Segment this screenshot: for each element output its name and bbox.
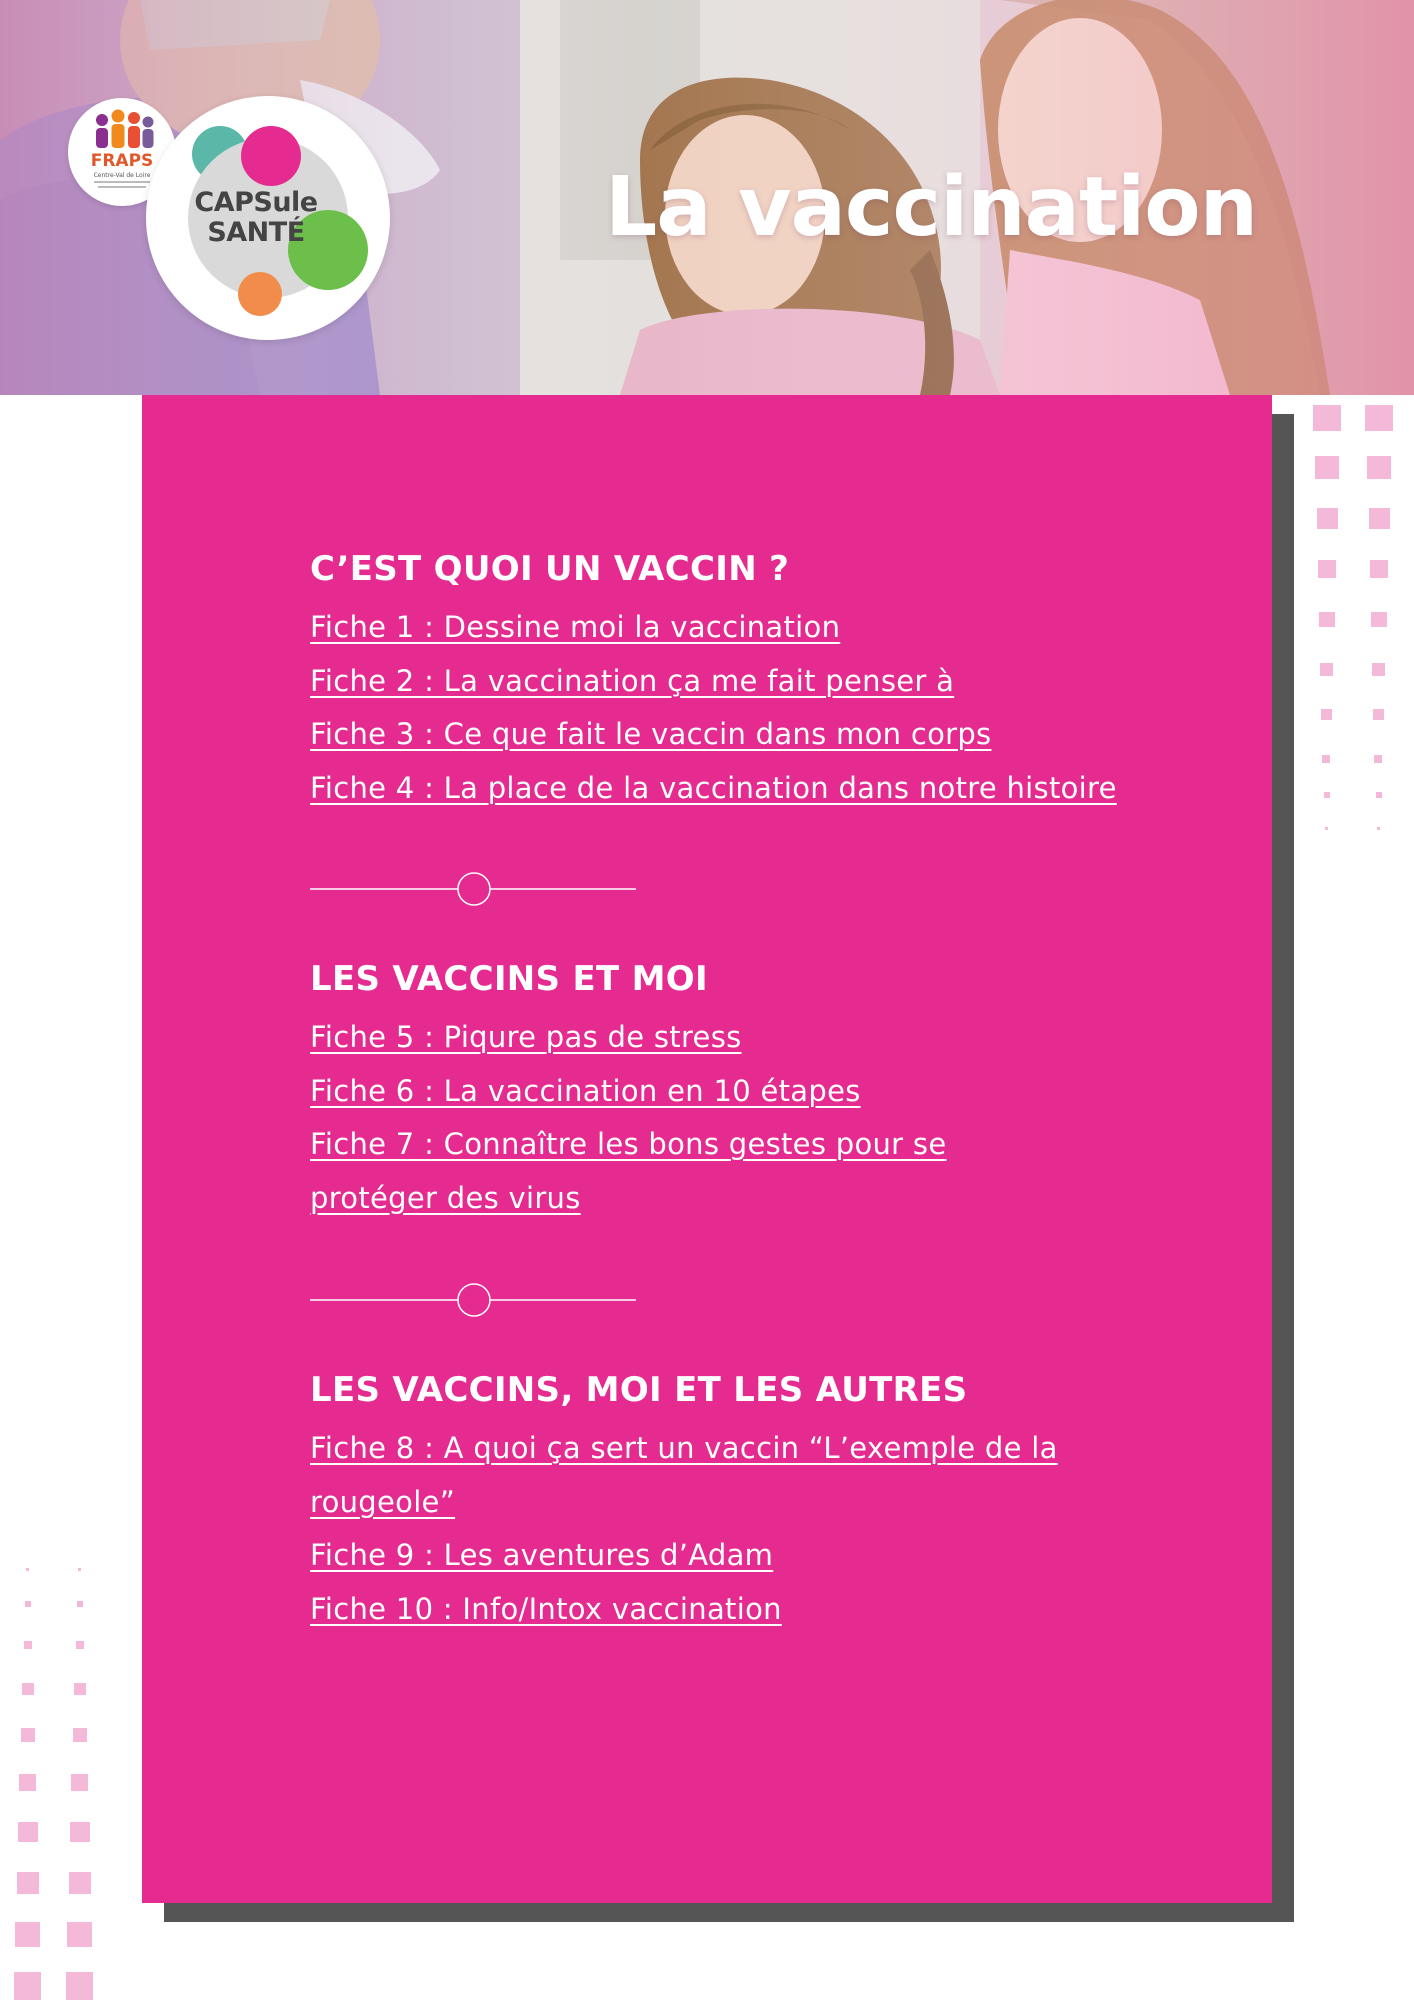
capsule-wordmark-line1: CAPSule [194, 187, 318, 218]
section-title: LES VACCINS ET MOI [310, 959, 708, 999]
svg-text:FRAPS: FRAPS [90, 151, 154, 171]
fiche-9-link[interactable]: Fiche 9 : Les aventures d’Adam [310, 1538, 774, 1572]
capsule-sante-logo [146, 96, 390, 340]
divider-circle-icon [310, 869, 640, 909]
section-cest-quoi-un-vaccin [310, 547, 1230, 815]
capsule-wordmark-line2: SANTÉ [207, 217, 305, 248]
section-title: LES VACCINS, MOI ET LES AUTRES [310, 1370, 968, 1410]
fiche-6-link[interactable]: Fiche 6 : La vaccination en 10 étapes [310, 1073, 861, 1108]
section-divider [310, 869, 640, 909]
section-divider [310, 1280, 640, 1320]
decorative-dots-right [1300, 395, 1414, 845]
fiche-4-link[interactable]: Fiche 4 : La place de la vaccination dans notre histoire [310, 770, 1117, 805]
section-title: C’EST QUOI UN VACCIN ? [310, 549, 790, 589]
fiche-5-link[interactable]: Fiche 5 : Piqure pas de stress [310, 1020, 742, 1054]
divider-circle-icon [310, 1280, 640, 1320]
svg-text:Centre-Val de Loire: Centre-Val de Loire [93, 172, 151, 179]
fiche-7-link[interactable]: Fiche 7 : Connaître les bons gestes pour se protéger des virus [310, 1127, 947, 1215]
contents-card [142, 395, 1272, 1903]
section-les-vaccins-et-moi [310, 957, 1230, 1225]
decorative-dots-left [0, 1560, 110, 2000]
fiche-2-link[interactable]: Fiche 2 : La vaccination ça me fait penser à [310, 663, 955, 698]
fiche-3-link[interactable]: Fiche 3 : Ce que fait le vaccin dans mon corps [310, 717, 992, 751]
section-les-vaccins-moi-et-les-autres [310, 1368, 1230, 1636]
fiche-1-link[interactable]: Fiche 1 : Dessine moi la vaccination [310, 610, 841, 644]
capsule-wordmark [186, 188, 326, 248]
fiche-10-link[interactable]: Fiche 10 : Info/Intox vaccination [310, 1591, 782, 1626]
page-title: La vaccination [605, 160, 1257, 255]
fiche-8-link[interactable]: Fiche 8 : A quoi ça sert un vaccin “L’exemple de la rougeole” [310, 1431, 1058, 1519]
